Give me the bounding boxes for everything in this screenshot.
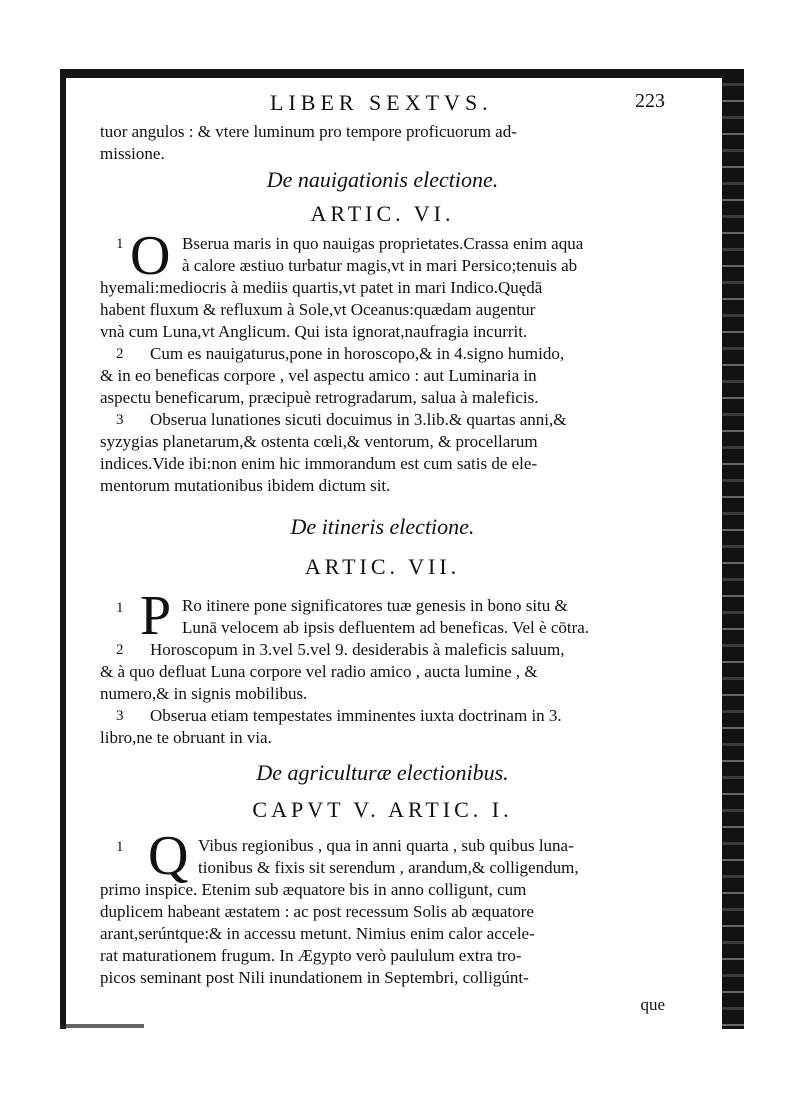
text-line: syzygias planetarum,& ostenta cœli,& ventorum, & procellarum (100, 432, 538, 451)
item-number: 3 (116, 708, 124, 724)
text-line: Bserua maris in quo nauigas proprietates.Crassa enim aqua (182, 234, 584, 253)
item-number: 1 (116, 236, 124, 252)
text-line: Obserua etiam tempestates imminentes iuxta doctrinam in 3. (150, 706, 562, 725)
text-line: tuor angulos : & vtere luminum pro tempore proficuorum ad- (100, 122, 517, 141)
item-number: 3 (116, 412, 124, 428)
article-heading: ARTIC. VII. (304, 554, 461, 579)
running-head: LIBER SEXTVS. (270, 90, 493, 115)
item-number: 1 (116, 600, 124, 616)
text-line: mentorum mutationibus ibidem dictum sit. (100, 476, 391, 495)
text-line: duplicem habeant æstatem : ac post recessum Solis ab æquatore (100, 902, 534, 921)
text-line: Horoscopum in 3.vel 5.vel 9. desiderabis à maleficis saluum, (150, 640, 565, 659)
page-header (270, 90, 665, 120)
drop-cap: P (140, 585, 172, 647)
text-line: aspectu beneficarum, præcipuè retrogradarum, salua à maleficis. (100, 388, 539, 407)
text-line: Obserua lunationes sicuti docuimus in 3.lib.& quartas anni,& (150, 410, 567, 429)
text-line: Ro itinere pone significatores tuæ genesis in bono situ & (182, 596, 568, 615)
text-line: indices.Vide ibi:non enim hic immorandum est cum satis de ele- (100, 454, 538, 473)
drop-cap: Q (148, 825, 189, 887)
section-heading: De agriculturæ electionibus. (256, 760, 509, 785)
text-line: Cum es nauigaturus,pone in horoscopo,& in 4.signo humido, (150, 344, 565, 363)
text-line: arant,serúntque:& in accessu metunt. Nimius enim calor accele- (100, 924, 535, 943)
text-line: & in eo beneficas corpore , vel aspectu amico : aut Luminaria in (100, 366, 537, 385)
section-heading: De nauigationis electione. (266, 167, 499, 192)
text-line: rat maturationem frugum. In Ægypto verò paululum extra tro- (100, 946, 522, 965)
page-border-left (60, 69, 66, 1029)
item-number: 1 (116, 839, 124, 855)
text-line: primo inspice. Etenim sub æquatore bis in anno colligunt, cum (100, 880, 527, 899)
section-heading: De itineris electione. (290, 514, 475, 539)
text-line: missione. (100, 144, 165, 163)
text-line: vnà cum Luna,vt Anglicum. Qui ista ignorat,naufragia incurrit. (100, 322, 528, 341)
page-border-top (60, 69, 732, 78)
catchword: que (640, 995, 665, 1014)
text-line: libro,ne te obruant in via. (100, 728, 272, 747)
text-line: picos seminant post Nili inundationem in Septembri, colligúnt- (100, 968, 529, 987)
page-border-bottom (60, 1024, 144, 1028)
text-line: numero,& in signis mobilibus. (100, 684, 308, 703)
text-line: Lunā velocem ab ipsis defluentem ad beneficas. Vel è cōtra. (182, 618, 590, 637)
page-number: 223 (635, 90, 665, 112)
text-line: tionibus & fixis sit serendum , arandum,& colligendum, (198, 858, 579, 877)
item-number: 2 (116, 642, 124, 658)
drop-cap: O (130, 225, 171, 287)
text-line: hyemali:mediocris à mediis quartis,vt patet in mari Indico.Quędā (100, 278, 543, 297)
text-line: à calore æstiuo turbatur magis,vt in mari Persico;tenuis ab (182, 256, 578, 275)
text-line: & à quo defluat Luna corpore vel radio amico , aucta lumine , & (100, 662, 538, 681)
article-heading: CAPVT V. ARTIC. I. (252, 797, 513, 822)
text-line: Vibus regionibus , qua in anni quarta , sub quibus luna- (198, 836, 574, 855)
text-line: habent fluxum & refluxum à Sole,vt Oceanus:quædam augentur (100, 300, 536, 319)
article-heading: ARTIC. VI. (310, 201, 455, 226)
item-number: 2 (116, 346, 124, 362)
page-border-right (722, 69, 744, 1029)
